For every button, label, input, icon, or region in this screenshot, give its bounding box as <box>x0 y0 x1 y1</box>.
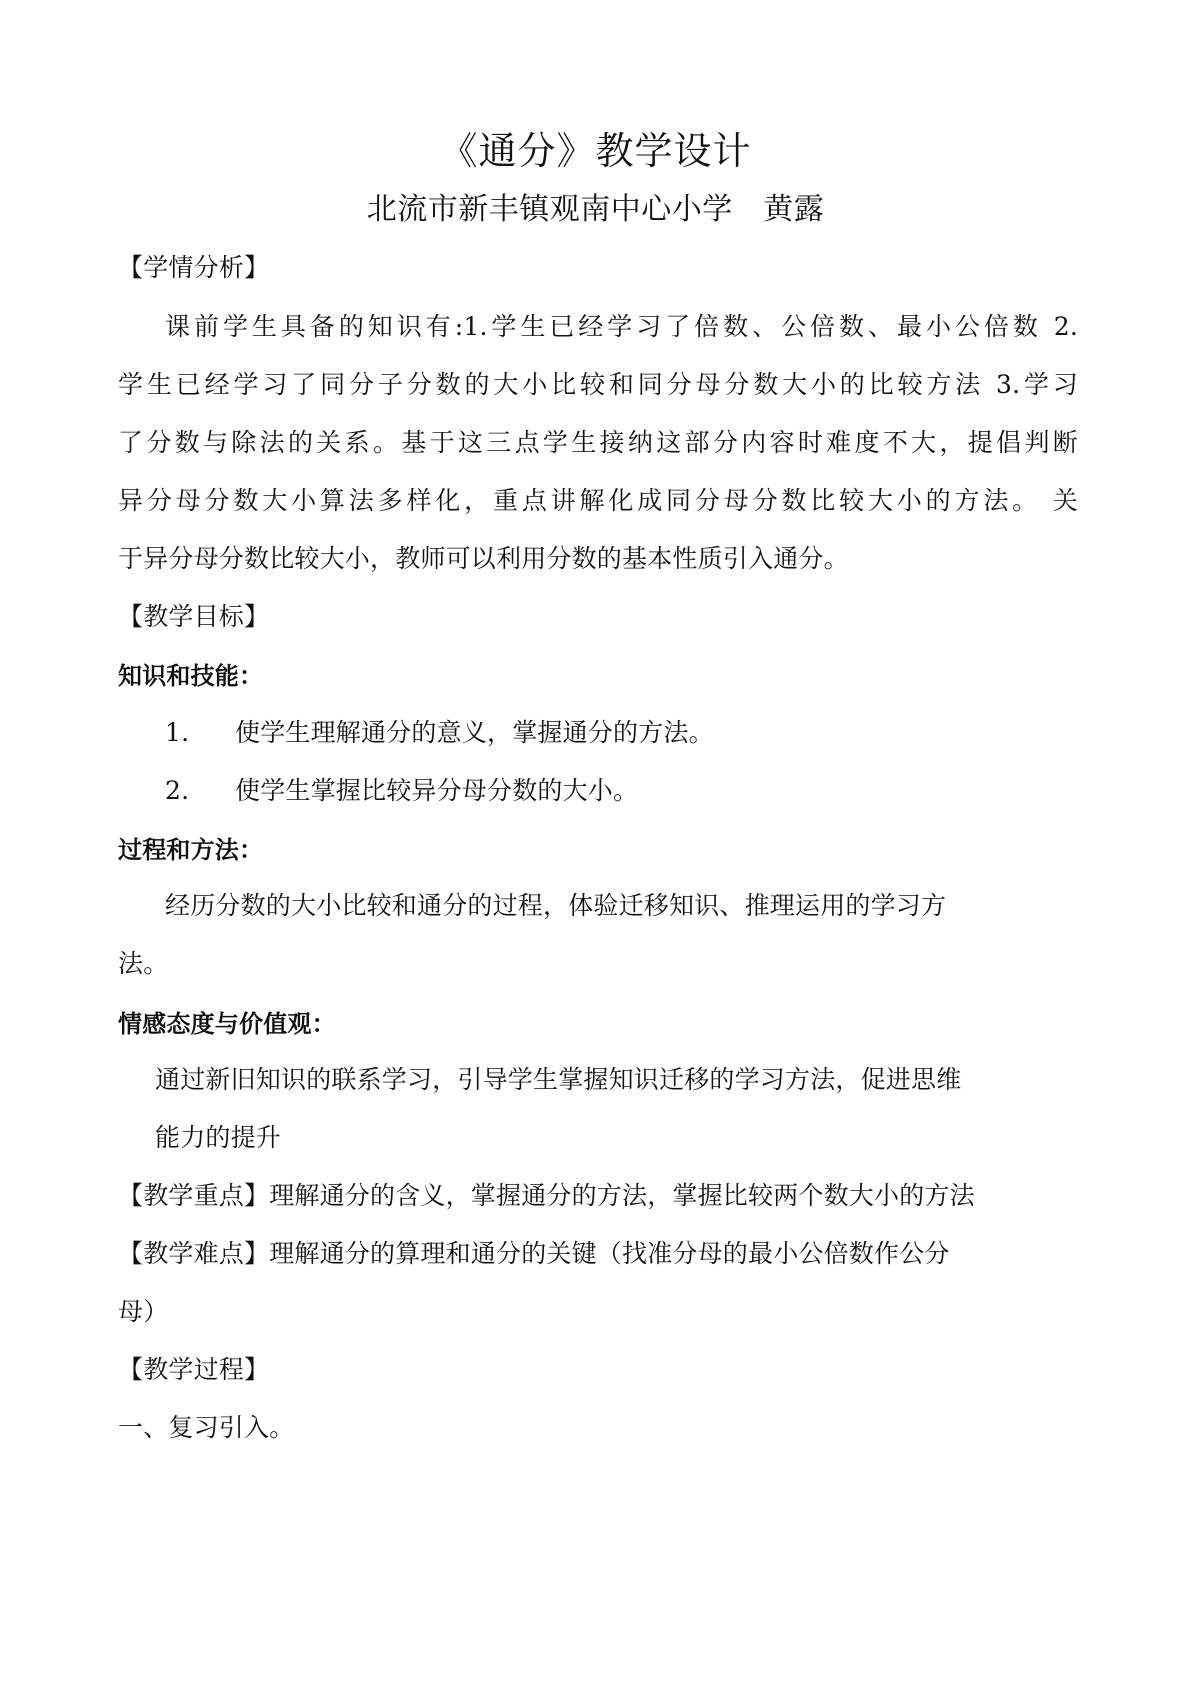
document-title: 《通分》教学设计 <box>439 129 752 173</box>
analysis-heading: 【学情分析】 <box>118 253 270 282</box>
analysis-line: 课前学生具备的知识有:1.学生已经学习了倍数、公倍数、最小公倍数 2. <box>165 312 1078 341</box>
list-item-number: 1. <box>165 718 190 747</box>
process-line: 法。 <box>118 949 169 978</box>
emotion-line: 通过新旧知识的联系学习，引导学生掌握知识迁移的学习方法，促进思维 <box>155 1065 962 1094</box>
list-item-number: 2. <box>165 776 190 805</box>
list-item <box>165 773 1125 809</box>
knowledge-heading: 知识和技能： <box>118 662 264 690</box>
process-heading: 过程和方法： <box>118 836 264 864</box>
emotion-line: 能力的提升 <box>155 1123 282 1152</box>
process-section-heading: 【教学过程】 <box>118 1355 270 1384</box>
difficulty-line: 母） <box>118 1297 169 1326</box>
analysis-line: 学生已经学习了同分子分数的大小比较和同分母分数大小的比较方法 3.学习 <box>118 370 1078 399</box>
key-point: 【教学重点】理解通分的含义，掌握通分的方法，掌握比较两个数大小的方法 <box>118 1181 975 1210</box>
goals-heading: 【教学目标】 <box>118 602 270 631</box>
process-line: 经历分数的大小比较和通分的过程，体验迁移知识、推理运用的学习方 <box>165 891 947 920</box>
difficulty-line: 【教学难点】理解通分的算理和通分的关键（找准分母的最小公倍数作公分 <box>118 1239 950 1268</box>
list-item-text: 使学生理解通分的意义，掌握通分的方法。 <box>235 718 714 747</box>
list-item-text: 使学生掌握比较异分母分数的大小。 <box>235 776 639 805</box>
list-item <box>165 715 1125 751</box>
step-heading: 一、复习引入。 <box>118 1413 295 1442</box>
emotion-heading: 情感态度与价值观： <box>118 1010 336 1038</box>
author-line: 北流市新丰镇观南中心小学 黄露 <box>366 192 825 227</box>
analysis-line: 了分数与除法的关系。基于这三点学生接纳这部分内容时难度不大，提倡判断 <box>118 428 1078 457</box>
analysis-line: 异分母分数大小算法多样化，重点讲解化成同分母分数比较大小的方法。 关 <box>118 486 1078 515</box>
analysis-line: 于异分母分数比较大小，教师可以利用分数的基本性质引入通分。 <box>118 544 849 573</box>
